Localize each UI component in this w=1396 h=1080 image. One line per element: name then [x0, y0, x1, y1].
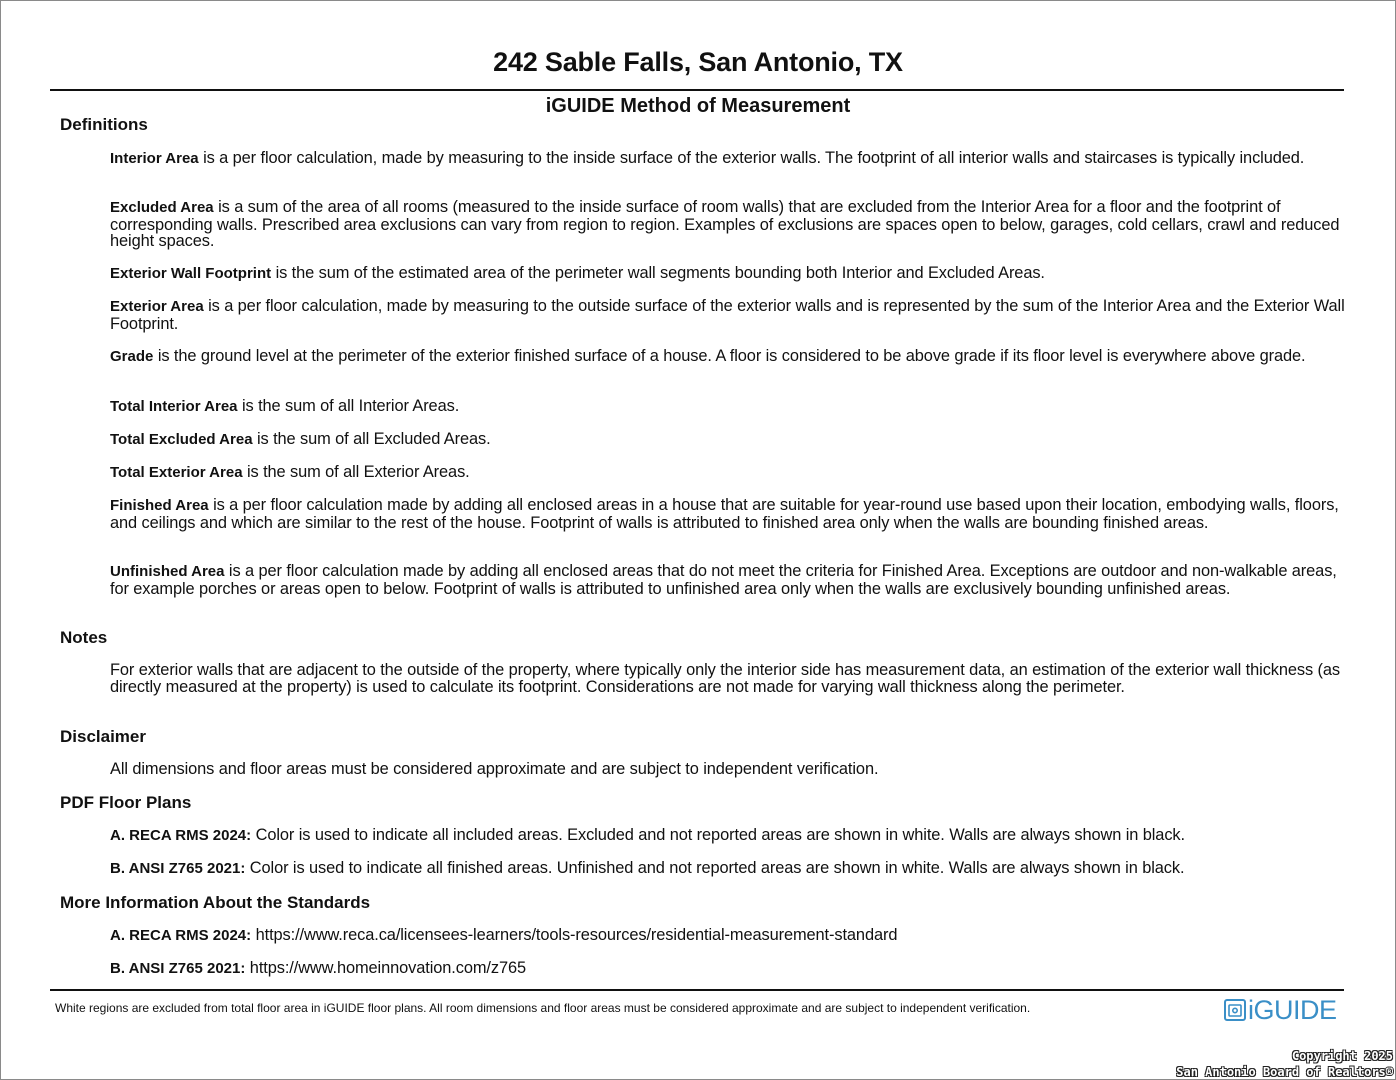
standard-term: B. ANSI Z765 2021: [110, 960, 246, 977]
footer-note: White regions are excluded from total floor area in iGUIDE floor plans. All room dimensions and floor areas must be considered approximate and are subject to independent verification. [55, 1001, 1031, 1015]
copyright-owner: San Antonio Board of Realtors® [1176, 1065, 1393, 1079]
notes-text: For exterior walls that are adjacent to the outside of the property, where typically only the interior side has measurement data, an estimation of the exterior wall thickness (as directly measured at the property) is used to calculate its footprint. Considerations are not made for varying wall thickness along the perimeter. [110, 661, 1341, 696]
standard-term: B. ANSI Z765 2021: [110, 860, 246, 877]
more-info-reca [110, 927, 1346, 945]
definition-interior-area [110, 150, 1346, 168]
footer-divider [50, 989, 1344, 991]
definition-term: Total Exterior Area [110, 464, 243, 481]
more-info-heading: More Information About the Standards [60, 893, 371, 912]
pdf-floor-plan-reca [110, 827, 1346, 845]
definition-term: Unfinished Area [110, 563, 225, 580]
definition-text: is the sum of the estimated area of the perimeter wall segments bounding both Interior and Excluded Areas. [271, 264, 1045, 282]
copyright-watermark [1176, 1048, 1393, 1080]
iguide-box-icon [1224, 999, 1246, 1021]
definition-exterior-area [110, 298, 1346, 332]
definition-text: is a per floor calculation made by adding all enclosed areas in a house that are suitable for year-round use based upon their location, embodying walls, floors, and ceilings and which are similar to the rest of the house. Footprint of walls is attributed to finished area only when the walls are bounding finished areas. [110, 496, 1339, 532]
definition-text: is a per floor calculation, made by measuring to the inside surface of the exterior walls. The footprint of all interior walls and staircases is typically included. [198, 149, 1305, 167]
page-title: 242 Sable Falls, San Antonio, TX [493, 47, 903, 77]
definition-text: is a per floor calculation, made by measuring to the outside surface of the exterior walls and is represented by the sum of the Interior Area and the Exterior Wall Footprint. [110, 297, 1345, 333]
definition-text: is a per floor calculation made by adding all enclosed areas that do not meet the criteria for Finished Area. Exceptions are outdoor and non-walkable areas, for example porches or areas open to below. Footprint of walls is attributed to unfinished area only when the walls are exclusively bounding unfinished areas. [110, 562, 1337, 598]
definition-term: Finished Area [110, 497, 209, 514]
standard-link[interactable]: https://www.reca.ca/licensees-learners/tools-resources/residential-measurement-standard [251, 926, 898, 944]
standard-text: Color is used to indicate all included areas. Excluded and not reported areas are shown in white. Walls are always shown in black. [251, 826, 1185, 844]
copyright-line: Copyright 2025 [1291, 1049, 1393, 1063]
definition-excluded-area [110, 199, 1346, 250]
definitions-heading: Definitions [60, 115, 148, 134]
standard-term: A. RECA RMS 2024: [110, 927, 252, 944]
iguide-logo-text: iGUIDE [1248, 995, 1337, 1025]
definition-term: Grade [110, 348, 154, 365]
standard-term: A. RECA RMS 2024: [110, 827, 252, 844]
definition-text: is the sum of all Exterior Areas. [242, 463, 470, 481]
definition-term: Interior Area [110, 150, 199, 167]
disclaimer-heading: Disclaimer [60, 727, 146, 746]
definition-text: is the ground level at the perimeter of the exterior finished surface of a house. A floor is considered to be above grade if its floor level is everywhere above grade. [153, 347, 1306, 365]
pdf-floor-plan-ansi [110, 860, 1346, 878]
iguide-logo [1224, 996, 1337, 1024]
more-info-ansi [110, 960, 1346, 978]
disclaimer-text: All dimensions and floor areas must be considered approximate and are subject to independent verification. [110, 760, 879, 778]
standard-link[interactable]: https://www.homeinnovation.com/z765 [245, 959, 526, 977]
definition-text: is the sum of all Interior Areas. [237, 397, 460, 415]
definition-term: Total Interior Area [110, 398, 238, 415]
definition-grade [110, 348, 1346, 366]
pdf-floor-plans-heading: PDF Floor Plans [60, 793, 192, 812]
definition-term: Exterior Wall Footprint [110, 265, 272, 282]
definition-total-excluded-area [110, 431, 1346, 449]
notes-heading: Notes [60, 628, 108, 647]
definition-term: Excluded Area [110, 199, 214, 216]
definition-term: Exterior Area [110, 298, 204, 315]
definition-term: Total Excluded Area [110, 431, 253, 448]
standard-text: Color is used to indicate all finished areas. Unfinished and not reported areas are shown in white. Walls are always shown in black. [245, 859, 1185, 877]
definition-text: is a sum of the area of all rooms (measured to the inside surface of room walls) that are excluded from the Interior Area for a floor and the footprint of corresponding walls. Prescribed area exclusions can vary from region to region. Examples of exclusions are spaces open to below, garages, cold cellars, crawl and reduced height spaces. [110, 198, 1340, 250]
definition-unfinished-area [110, 563, 1346, 597]
definition-total-interior-area [110, 398, 1346, 416]
page-subtitle: iGUIDE Method of Measurement [545, 95, 851, 117]
definition-exterior-wall-footprint [110, 265, 1346, 283]
definition-finished-area [110, 497, 1346, 531]
definition-total-exterior-area [110, 464, 1346, 482]
title-divider [50, 89, 1344, 91]
definition-text: is the sum of all Excluded Areas. [252, 430, 491, 448]
